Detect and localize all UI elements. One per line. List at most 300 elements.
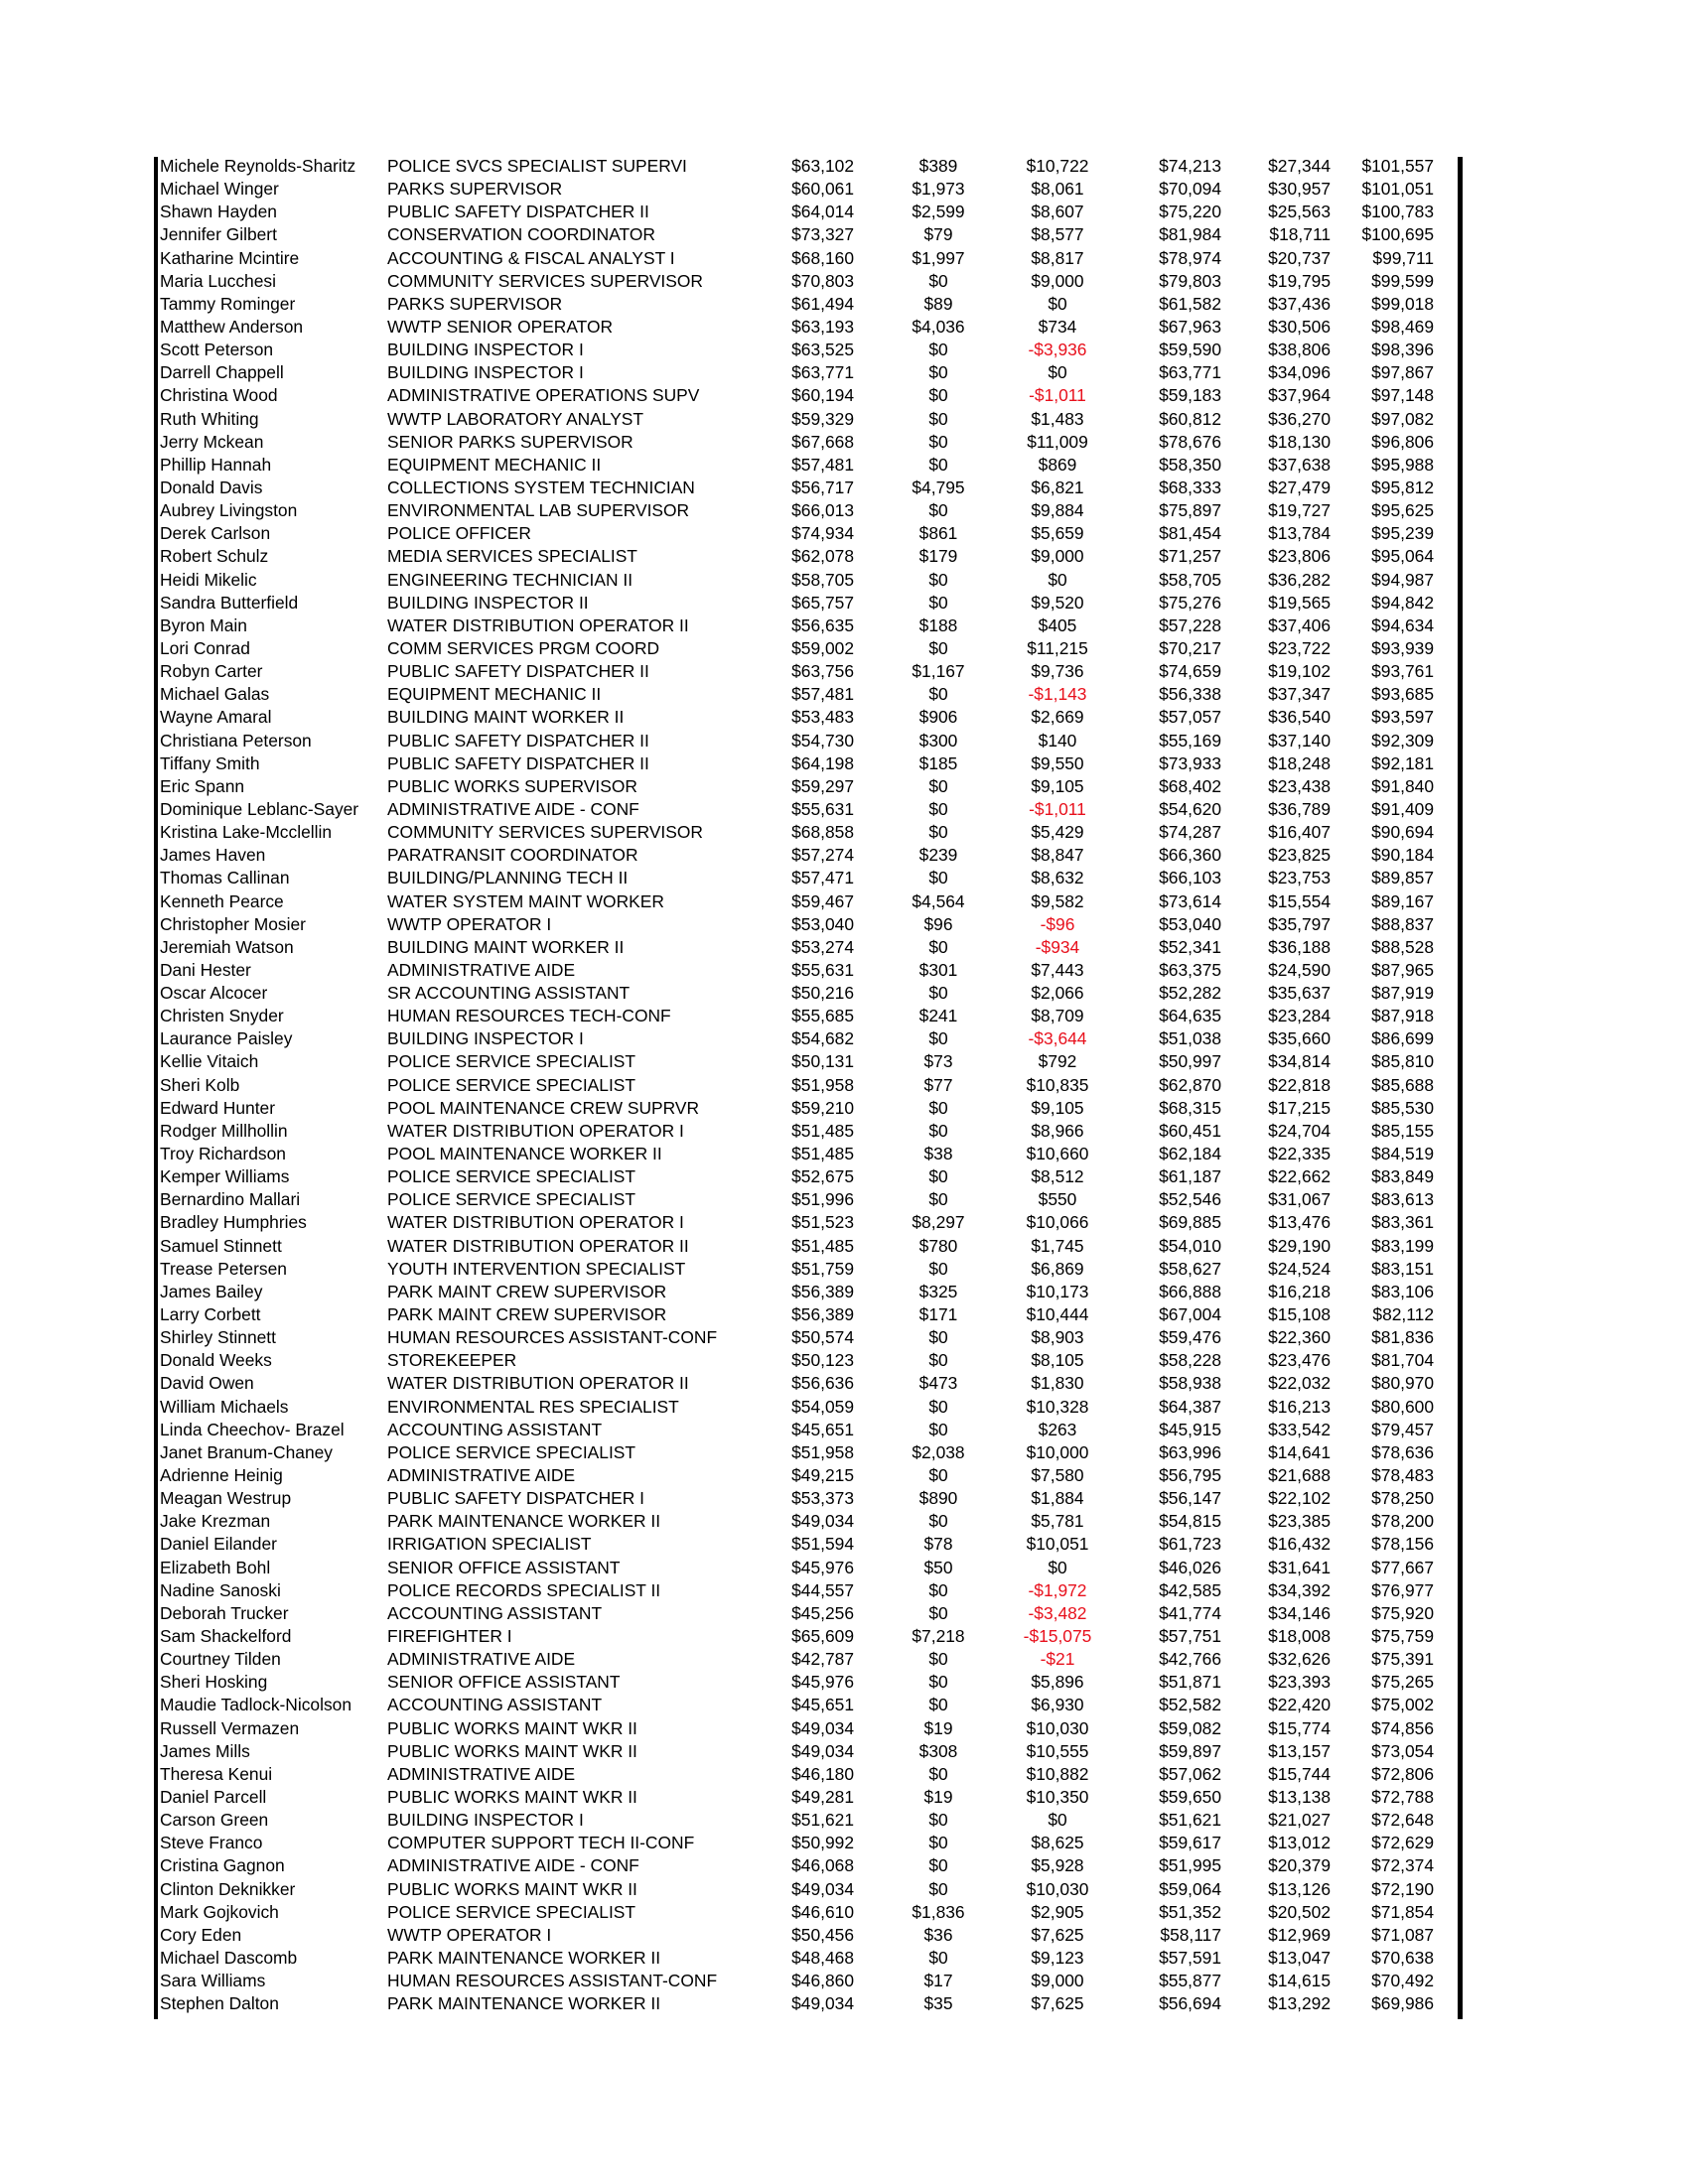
total-pay-benefits-cell: $71,087 bbox=[1371, 1924, 1434, 1945]
employee-name-cell: Maria Lucchesi bbox=[160, 270, 276, 291]
overtime-pay-cell: $89 bbox=[923, 293, 953, 314]
job-title-cell: MEDIA SERVICES SPECIALIST bbox=[387, 546, 637, 567]
overtime-pay-cell: $0 bbox=[928, 1396, 948, 1417]
total-pay-cell: $59,476 bbox=[1159, 1327, 1221, 1348]
total-pay-benefits-cell: $95,625 bbox=[1371, 500, 1434, 521]
total-pay-benefits-cell: $81,704 bbox=[1371, 1350, 1434, 1371]
job-title-cell: POLICE SERVICE SPECIALIST bbox=[387, 1051, 635, 1072]
benefits-cell: $20,502 bbox=[1268, 1901, 1331, 1922]
employee-name-cell: Troy Richardson bbox=[160, 1144, 286, 1164]
employee-name-cell: Donald Weeks bbox=[160, 1350, 272, 1371]
job-title-cell: BUILDING MAINT WORKER II bbox=[387, 707, 625, 728]
benefits-cell: $13,784 bbox=[1268, 523, 1331, 544]
employee-name-cell: Rodger Millhollin bbox=[160, 1120, 288, 1141]
total-pay-benefits-cell: $88,837 bbox=[1371, 913, 1434, 934]
overtime-pay-cell: $0 bbox=[928, 1327, 948, 1348]
job-title-cell: POOL MAINTENANCE WORKER II bbox=[387, 1144, 662, 1164]
total-pay-cell: $62,184 bbox=[1159, 1144, 1221, 1164]
total-pay-cell: $52,341 bbox=[1159, 936, 1221, 957]
employee-name-cell: Thomas Callinan bbox=[160, 868, 290, 888]
benefits-cell: $35,660 bbox=[1268, 1028, 1331, 1049]
overtime-pay-cell: $0 bbox=[928, 775, 948, 796]
total-pay-benefits-cell: $100,695 bbox=[1361, 224, 1434, 245]
other-pay-cell: -$3,936 bbox=[1028, 340, 1087, 360]
benefits-cell: $34,814 bbox=[1268, 1051, 1331, 1072]
total-pay-benefits-cell: $97,148 bbox=[1371, 385, 1434, 406]
table-row bbox=[0, 1947, 1688, 1970]
overtime-pay-cell: $8,297 bbox=[912, 1212, 965, 1233]
table-row bbox=[0, 867, 1688, 889]
total-pay-cell: $75,897 bbox=[1159, 500, 1221, 521]
overtime-pay-cell: $73 bbox=[923, 1051, 953, 1072]
benefits-cell: $34,146 bbox=[1268, 1602, 1331, 1623]
base-salary-cell: $45,651 bbox=[791, 1695, 854, 1715]
employee-name-cell: James Mills bbox=[160, 1740, 250, 1761]
job-title-cell: PUBLIC SAFETY DISPATCHER II bbox=[387, 202, 649, 222]
other-pay-cell: $8,966 bbox=[1031, 1120, 1084, 1141]
benefits-cell: $22,335 bbox=[1268, 1144, 1331, 1164]
employee-name-cell: Michael Winger bbox=[160, 179, 279, 200]
other-pay-cell: $10,173 bbox=[1026, 1281, 1089, 1301]
benefits-cell: $27,344 bbox=[1268, 156, 1331, 176]
base-salary-cell: $64,014 bbox=[791, 202, 854, 222]
job-title-cell: ADMINISTRATIVE OPERATIONS SUPV bbox=[387, 385, 700, 406]
overtime-pay-cell: $1,973 bbox=[912, 179, 965, 200]
benefits-cell: $21,027 bbox=[1268, 1810, 1331, 1831]
table-row bbox=[0, 1832, 1688, 1854]
overtime-pay-cell: $1,167 bbox=[912, 661, 965, 682]
total-pay-benefits-cell: $83,361 bbox=[1371, 1212, 1434, 1233]
base-salary-cell: $50,574 bbox=[791, 1327, 854, 1348]
other-pay-cell: $0 bbox=[1048, 569, 1067, 590]
table-row bbox=[0, 1648, 1688, 1671]
total-pay-cell: $81,454 bbox=[1159, 523, 1221, 544]
total-pay-cell: $64,635 bbox=[1159, 1006, 1221, 1026]
overtime-pay-cell: $0 bbox=[928, 1855, 948, 1876]
employee-name-cell: Daniel Eilander bbox=[160, 1534, 277, 1555]
other-pay-cell: $8,607 bbox=[1031, 202, 1084, 222]
benefits-cell: $22,032 bbox=[1268, 1373, 1331, 1394]
other-pay-cell: -$3,482 bbox=[1028, 1602, 1087, 1623]
employee-name-cell: James Haven bbox=[160, 845, 266, 866]
job-title-cell: WATER DISTRIBUTION OPERATOR I bbox=[387, 1212, 684, 1233]
other-pay-cell: $9,884 bbox=[1031, 500, 1084, 521]
job-title-cell: FIREFIGHTER I bbox=[387, 1626, 512, 1646]
table-row bbox=[0, 1786, 1688, 1809]
job-title-cell: COMPUTER SUPPORT TECH II-CONF bbox=[387, 1833, 695, 1853]
benefits-cell: $22,662 bbox=[1268, 1166, 1331, 1187]
other-pay-cell: $869 bbox=[1038, 454, 1077, 475]
employee-name-cell: Laurance Paisley bbox=[160, 1028, 293, 1049]
employee-name-cell: Kristina Lake-Mcclellin bbox=[160, 822, 332, 843]
base-salary-cell: $57,274 bbox=[791, 845, 854, 866]
benefits-cell: $37,140 bbox=[1268, 730, 1331, 751]
job-title-cell: COLLECTIONS SYSTEM TECHNICIAN bbox=[387, 477, 695, 497]
benefits-cell: $30,957 bbox=[1268, 179, 1331, 200]
job-title-cell: PARK MAINTENANCE WORKER II bbox=[387, 1947, 661, 1968]
job-title-cell: COMMUNITY SERVICES SUPERVISOR bbox=[387, 822, 703, 843]
total-pay-cell: $53,040 bbox=[1159, 913, 1221, 934]
total-pay-cell: $58,350 bbox=[1159, 454, 1221, 475]
total-pay-cell: $57,057 bbox=[1159, 707, 1221, 728]
base-salary-cell: $63,756 bbox=[791, 661, 854, 682]
total-pay-cell: $60,812 bbox=[1159, 408, 1221, 429]
other-pay-cell: $8,061 bbox=[1031, 179, 1084, 200]
benefits-cell: $36,789 bbox=[1268, 798, 1331, 819]
job-title-cell: BUILDING INSPECTOR II bbox=[387, 592, 589, 613]
total-pay-benefits-cell: $94,634 bbox=[1371, 614, 1434, 635]
other-pay-cell: $1,745 bbox=[1031, 1235, 1084, 1256]
overtime-pay-cell: $0 bbox=[928, 798, 948, 819]
overtime-pay-cell: $77 bbox=[923, 1074, 953, 1095]
total-pay-cell: $78,974 bbox=[1159, 247, 1221, 268]
total-pay-benefits-cell: $86,699 bbox=[1371, 1028, 1434, 1049]
total-pay-cell: $70,094 bbox=[1159, 179, 1221, 200]
employee-name-cell: Linda Cheechov- Brazel bbox=[160, 1419, 345, 1439]
employee-name-cell: Tammy Rominger bbox=[160, 293, 296, 314]
total-pay-cell: $51,621 bbox=[1159, 1810, 1221, 1831]
total-pay-cell: $56,147 bbox=[1159, 1488, 1221, 1509]
salary-table bbox=[0, 155, 1688, 2015]
employee-name-cell: Jeremiah Watson bbox=[160, 936, 294, 957]
total-pay-cell: $55,877 bbox=[1159, 1971, 1221, 1991]
other-pay-cell: $140 bbox=[1038, 730, 1077, 751]
table-row bbox=[0, 408, 1688, 431]
overtime-pay-cell: $300 bbox=[918, 730, 958, 751]
other-pay-cell: $7,443 bbox=[1031, 959, 1084, 980]
overtime-pay-cell: $0 bbox=[928, 1028, 948, 1049]
benefits-cell: $16,407 bbox=[1268, 822, 1331, 843]
table-row bbox=[0, 1326, 1688, 1349]
other-pay-cell: $5,781 bbox=[1031, 1511, 1084, 1532]
base-salary-cell: $59,297 bbox=[791, 775, 854, 796]
base-salary-cell: $65,609 bbox=[791, 1626, 854, 1646]
total-pay-cell: $51,352 bbox=[1159, 1901, 1221, 1922]
other-pay-cell: $1,830 bbox=[1031, 1373, 1084, 1394]
other-pay-cell: $8,817 bbox=[1031, 247, 1084, 268]
total-pay-benefits-cell: $82,112 bbox=[1372, 1304, 1434, 1325]
employee-name-cell: James Bailey bbox=[160, 1281, 263, 1301]
total-pay-benefits-cell: $89,857 bbox=[1371, 868, 1434, 888]
table-row bbox=[0, 1441, 1688, 1464]
base-salary-cell: $53,373 bbox=[791, 1488, 854, 1509]
total-pay-benefits-cell: $85,810 bbox=[1371, 1051, 1434, 1072]
job-title-cell: PUBLIC SAFETY DISPATCHER I bbox=[387, 1488, 644, 1509]
benefits-cell: $23,722 bbox=[1268, 637, 1331, 658]
other-pay-cell: $8,903 bbox=[1031, 1327, 1084, 1348]
overtime-pay-cell: $79 bbox=[923, 224, 953, 245]
overtime-pay-cell: $0 bbox=[928, 1258, 948, 1279]
job-title-cell: EQUIPMENT MECHANIC II bbox=[387, 454, 602, 475]
benefits-cell: $34,096 bbox=[1268, 362, 1331, 383]
job-title-cell: PARK MAINTENANCE WORKER II bbox=[387, 1993, 661, 2014]
overtime-pay-cell: $36 bbox=[923, 1924, 953, 1945]
employee-name-cell: Russell Vermazen bbox=[160, 1717, 300, 1738]
employee-name-cell: Kellie Vitaich bbox=[160, 1051, 259, 1072]
total-pay-cell: $63,996 bbox=[1159, 1441, 1221, 1462]
table-row bbox=[0, 339, 1688, 361]
job-title-cell: PUBLIC SAFETY DISPATCHER II bbox=[387, 730, 649, 751]
base-salary-cell: $63,193 bbox=[791, 316, 854, 337]
table-row bbox=[0, 1188, 1688, 1211]
total-pay-benefits-cell: $101,051 bbox=[1361, 179, 1434, 200]
benefits-cell: $24,704 bbox=[1268, 1120, 1331, 1141]
benefits-cell: $22,102 bbox=[1268, 1488, 1331, 1509]
base-salary-cell: $50,131 bbox=[791, 1051, 854, 1072]
employee-name-cell: Shawn Hayden bbox=[160, 202, 277, 222]
total-pay-benefits-cell: $77,667 bbox=[1371, 1557, 1434, 1577]
base-salary-cell: $63,102 bbox=[791, 156, 854, 176]
base-salary-cell: $51,523 bbox=[791, 1212, 854, 1233]
job-title-cell: PARKS SUPERVISOR bbox=[387, 179, 563, 200]
total-pay-benefits-cell: $93,597 bbox=[1371, 707, 1434, 728]
overtime-pay-cell: $473 bbox=[918, 1373, 958, 1394]
employee-name-cell: Stephen Dalton bbox=[160, 1993, 279, 2014]
total-pay-benefits-cell: $85,155 bbox=[1371, 1120, 1434, 1141]
overtime-pay-cell: $0 bbox=[928, 340, 948, 360]
other-pay-cell: $263 bbox=[1038, 1419, 1077, 1439]
base-salary-cell: $48,468 bbox=[791, 1947, 854, 1968]
employee-name-cell: Robert Schulz bbox=[160, 546, 269, 567]
total-pay-benefits-cell: $69,986 bbox=[1371, 1993, 1434, 2014]
total-pay-benefits-cell: $87,918 bbox=[1371, 1006, 1434, 1026]
other-pay-cell: $10,555 bbox=[1026, 1740, 1089, 1761]
table-row bbox=[0, 1763, 1688, 1786]
base-salary-cell: $62,078 bbox=[791, 546, 854, 567]
other-pay-cell: $7,580 bbox=[1031, 1465, 1084, 1486]
other-pay-cell: $9,000 bbox=[1031, 1971, 1084, 1991]
base-salary-cell: $55,685 bbox=[791, 1006, 854, 1026]
other-pay-cell: $7,625 bbox=[1031, 1924, 1084, 1945]
other-pay-cell: $8,709 bbox=[1031, 1006, 1084, 1026]
base-salary-cell: $49,034 bbox=[791, 1717, 854, 1738]
total-pay-cell: $59,064 bbox=[1159, 1878, 1221, 1899]
overtime-pay-cell: $0 bbox=[928, 362, 948, 383]
total-pay-cell: $58,117 bbox=[1160, 1924, 1221, 1945]
job-title-cell: ADMINISTRATIVE AIDE bbox=[387, 1763, 576, 1784]
benefits-cell: $29,190 bbox=[1268, 1235, 1331, 1256]
benefits-cell: $36,270 bbox=[1268, 408, 1331, 429]
overtime-pay-cell: $0 bbox=[928, 500, 948, 521]
benefits-cell: $32,626 bbox=[1268, 1649, 1331, 1670]
other-pay-cell: $6,821 bbox=[1031, 477, 1084, 497]
total-pay-cell: $78,676 bbox=[1159, 431, 1221, 452]
overtime-pay-cell: $35 bbox=[923, 1993, 953, 2014]
benefits-cell: $13,138 bbox=[1268, 1786, 1331, 1807]
table-row bbox=[0, 1303, 1688, 1326]
employee-name-cell: Phillip Hannah bbox=[160, 454, 272, 475]
total-pay-cell: $63,375 bbox=[1159, 959, 1221, 980]
base-salary-cell: $61,494 bbox=[791, 293, 854, 314]
employee-name-cell: Cory Eden bbox=[160, 1924, 242, 1945]
base-salary-cell: $51,485 bbox=[791, 1120, 854, 1141]
total-pay-cell: $74,659 bbox=[1159, 661, 1221, 682]
benefits-cell: $15,774 bbox=[1268, 1717, 1331, 1738]
overtime-pay-cell: $96 bbox=[923, 913, 953, 934]
base-salary-cell: $53,483 bbox=[791, 707, 854, 728]
benefits-cell: $23,825 bbox=[1268, 845, 1331, 866]
base-salary-cell: $57,481 bbox=[791, 454, 854, 475]
overtime-pay-cell: $0 bbox=[928, 385, 948, 406]
other-pay-cell: $0 bbox=[1048, 1810, 1067, 1831]
benefits-cell: $17,215 bbox=[1268, 1097, 1331, 1118]
total-pay-benefits-cell: $75,265 bbox=[1371, 1672, 1434, 1693]
employee-name-cell: Michael Dascomb bbox=[160, 1947, 298, 1968]
overtime-pay-cell: $0 bbox=[928, 1097, 948, 1118]
base-salary-cell: $57,481 bbox=[791, 684, 854, 705]
overtime-pay-cell: $0 bbox=[928, 637, 948, 658]
total-pay-benefits-cell: $70,492 bbox=[1371, 1971, 1434, 1991]
total-pay-cell: $63,771 bbox=[1159, 362, 1221, 383]
total-pay-cell: $74,213 bbox=[1159, 156, 1221, 176]
table-row bbox=[0, 730, 1688, 752]
benefits-cell: $18,008 bbox=[1268, 1626, 1331, 1646]
total-pay-cell: $54,620 bbox=[1159, 798, 1221, 819]
benefits-cell: $13,292 bbox=[1268, 1993, 1331, 2014]
total-pay-cell: $58,705 bbox=[1159, 569, 1221, 590]
benefits-cell: $14,641 bbox=[1268, 1441, 1331, 1462]
benefits-cell: $37,964 bbox=[1268, 385, 1331, 406]
other-pay-cell: $1,483 bbox=[1031, 408, 1084, 429]
table-row bbox=[0, 637, 1688, 660]
base-salary-cell: $51,485 bbox=[791, 1144, 854, 1164]
table-row bbox=[0, 270, 1688, 293]
total-pay-cell: $52,582 bbox=[1159, 1695, 1221, 1715]
base-salary-cell: $49,034 bbox=[791, 1878, 854, 1899]
base-salary-cell: $59,002 bbox=[791, 637, 854, 658]
table-row bbox=[0, 155, 1688, 178]
base-salary-cell: $51,594 bbox=[791, 1534, 854, 1555]
job-title-cell: BUILDING INSPECTOR I bbox=[387, 1810, 584, 1831]
job-title-cell: ACCOUNTING & FISCAL ANALYST I bbox=[387, 247, 675, 268]
base-salary-cell: $49,281 bbox=[791, 1786, 854, 1807]
overtime-pay-cell: $4,795 bbox=[912, 477, 965, 497]
total-pay-benefits-cell: $85,688 bbox=[1371, 1074, 1434, 1095]
other-pay-cell: $8,632 bbox=[1031, 868, 1084, 888]
base-salary-cell: $54,682 bbox=[791, 1028, 854, 1049]
total-pay-cell: $51,995 bbox=[1159, 1855, 1221, 1876]
employee-name-cell: Daniel Parcell bbox=[160, 1786, 267, 1807]
overtime-pay-cell: $0 bbox=[928, 1350, 948, 1371]
job-title-cell: ENVIRONMENTAL LAB SUPERVISOR bbox=[387, 500, 690, 521]
base-salary-cell: $49,034 bbox=[791, 1511, 854, 1532]
job-title-cell: ADMINISTRATIVE AIDE bbox=[387, 1465, 576, 1486]
table-row bbox=[0, 316, 1688, 339]
overtime-pay-cell: $4,564 bbox=[912, 890, 965, 911]
benefits-cell: $15,554 bbox=[1268, 890, 1331, 911]
table-row bbox=[0, 1027, 1688, 1050]
total-pay-benefits-cell: $101,557 bbox=[1361, 156, 1434, 176]
job-title-cell: ACCOUNTING ASSISTANT bbox=[387, 1695, 603, 1715]
table-row bbox=[0, 223, 1688, 246]
benefits-cell: $35,637 bbox=[1268, 983, 1331, 1004]
overtime-pay-cell: $325 bbox=[918, 1281, 958, 1301]
job-title-cell: WATER DISTRIBUTION OPERATOR II bbox=[387, 1373, 689, 1394]
total-pay-benefits-cell: $78,200 bbox=[1371, 1511, 1434, 1532]
other-pay-cell: -$1,011 bbox=[1029, 798, 1086, 819]
job-title-cell: HUMAN RESOURCES ASSISTANT-CONF bbox=[387, 1971, 718, 1991]
overtime-pay-cell: $0 bbox=[928, 454, 948, 475]
employee-name-cell: Jerry Mckean bbox=[160, 431, 264, 452]
job-title-cell: COMMUNITY SERVICES SUPERVISOR bbox=[387, 270, 703, 291]
table-row bbox=[0, 1694, 1688, 1716]
table-row bbox=[0, 913, 1688, 936]
total-pay-benefits-cell: $90,184 bbox=[1371, 845, 1434, 866]
table-row bbox=[0, 1717, 1688, 1740]
job-title-cell: ACCOUNTING ASSISTANT bbox=[387, 1419, 603, 1439]
benefits-cell: $31,641 bbox=[1268, 1557, 1331, 1577]
job-title-cell: WATER SYSTEM MAINT WORKER bbox=[387, 890, 664, 911]
table-row bbox=[0, 706, 1688, 729]
employee-name-cell: Michele Reynolds-Sharitz bbox=[160, 156, 356, 176]
base-salary-cell: $74,934 bbox=[791, 523, 854, 544]
base-salary-cell: $56,389 bbox=[791, 1304, 854, 1325]
base-salary-cell: $50,216 bbox=[791, 983, 854, 1004]
overtime-pay-cell: $0 bbox=[928, 868, 948, 888]
other-pay-cell: $6,869 bbox=[1031, 1258, 1084, 1279]
table-row bbox=[0, 821, 1688, 844]
other-pay-cell: $10,030 bbox=[1026, 1878, 1089, 1899]
base-salary-cell: $54,059 bbox=[791, 1396, 854, 1417]
total-pay-benefits-cell: $83,199 bbox=[1371, 1235, 1434, 1256]
other-pay-cell: $5,429 bbox=[1031, 822, 1084, 843]
other-pay-cell: $10,051 bbox=[1026, 1534, 1089, 1555]
overtime-pay-cell: $0 bbox=[928, 1947, 948, 1968]
total-pay-cell: $56,338 bbox=[1159, 684, 1221, 705]
table-row bbox=[0, 1419, 1688, 1441]
overtime-pay-cell: $0 bbox=[928, 569, 948, 590]
overtime-pay-cell: $0 bbox=[928, 1166, 948, 1187]
total-pay-benefits-cell: $89,167 bbox=[1371, 890, 1434, 911]
base-salary-cell: $55,631 bbox=[791, 959, 854, 980]
job-title-cell: STOREKEEPER bbox=[387, 1350, 517, 1371]
total-pay-cell: $66,360 bbox=[1159, 845, 1221, 866]
overtime-pay-cell: $308 bbox=[918, 1740, 958, 1761]
employee-name-cell: Christiana Peterson bbox=[160, 730, 312, 751]
job-title-cell: ACCOUNTING ASSISTANT bbox=[387, 1602, 603, 1623]
overtime-pay-cell: $0 bbox=[928, 1672, 948, 1693]
total-pay-cell: $59,183 bbox=[1159, 385, 1221, 406]
benefits-cell: $20,379 bbox=[1268, 1855, 1331, 1876]
employee-name-cell: Sandra Butterfield bbox=[160, 592, 299, 613]
overtime-pay-cell: $0 bbox=[928, 1579, 948, 1600]
overtime-pay-cell: $19 bbox=[923, 1786, 953, 1807]
table-row bbox=[0, 752, 1688, 775]
total-pay-cell: $45,915 bbox=[1159, 1419, 1221, 1439]
total-pay-benefits-cell: $97,082 bbox=[1371, 408, 1434, 429]
base-salary-cell: $56,635 bbox=[791, 614, 854, 635]
other-pay-cell: $10,066 bbox=[1026, 1212, 1089, 1233]
base-salary-cell: $46,180 bbox=[791, 1763, 854, 1784]
other-pay-cell: $2,669 bbox=[1031, 707, 1084, 728]
total-pay-cell: $64,387 bbox=[1159, 1396, 1221, 1417]
benefits-cell: $19,565 bbox=[1268, 592, 1331, 613]
base-salary-cell: $70,803 bbox=[791, 270, 854, 291]
total-pay-cell: $51,038 bbox=[1159, 1028, 1221, 1049]
job-title-cell: WWTP LABORATORY ANALYST bbox=[387, 408, 644, 429]
job-title-cell: PARK MAINT CREW SUPERVISOR bbox=[387, 1281, 667, 1301]
benefits-cell: $15,744 bbox=[1268, 1763, 1331, 1784]
benefits-cell: $16,432 bbox=[1268, 1534, 1331, 1555]
total-pay-benefits-cell: $78,156 bbox=[1371, 1534, 1434, 1555]
job-title-cell: POLICE SERVICE SPECIALIST bbox=[387, 1189, 635, 1210]
total-pay-benefits-cell: $72,374 bbox=[1371, 1855, 1434, 1876]
total-pay-cell: $68,402 bbox=[1159, 775, 1221, 796]
benefits-cell: $30,506 bbox=[1268, 316, 1331, 337]
employee-name-cell: Scott Peterson bbox=[160, 340, 274, 360]
table-row bbox=[0, 1901, 1688, 1924]
base-salary-cell: $68,160 bbox=[791, 247, 854, 268]
